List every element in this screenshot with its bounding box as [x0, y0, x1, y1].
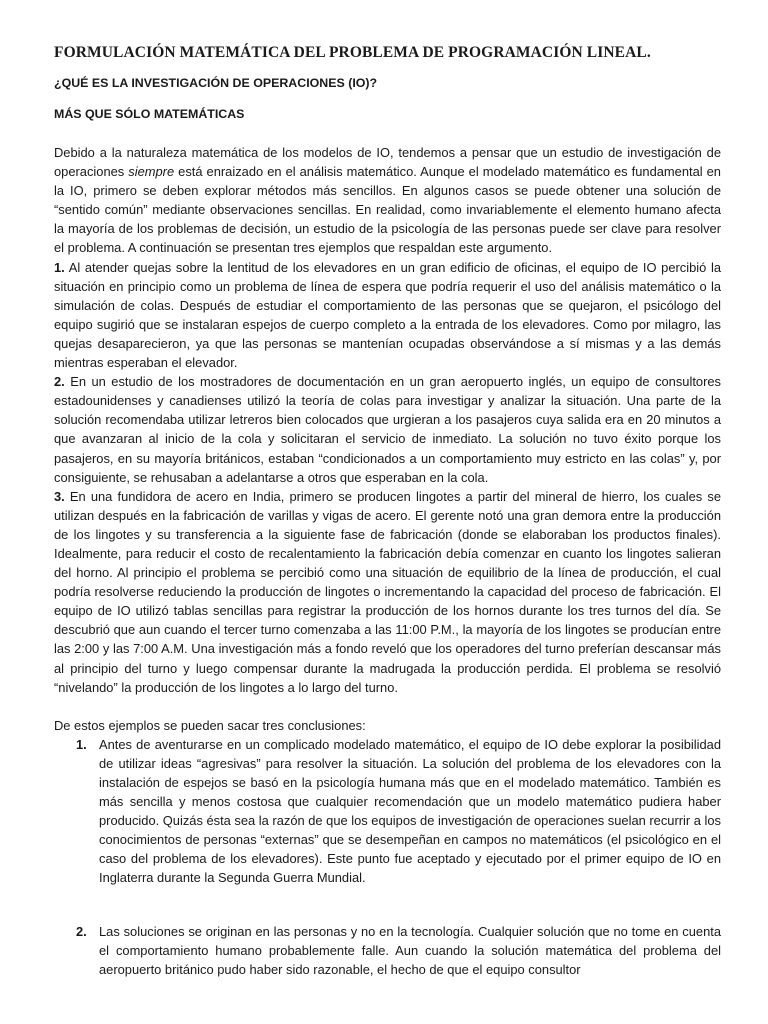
conclusion-2-number: 2.	[76, 923, 87, 939]
conclusion-1-text: Antes de aventurarse en un complicado modelado matemático, el equipo de IO debe explorar la posibilidad de utilizar ideas “agresivas” para resolver la situación. La solución del problema de los elevadores con la instalación de espejos se basó en la psicología humana más que en el modelado matemático. También es más sencilla y menos costosa que cualquier recomendación que un modelo matemático pudiera haber producido. Quizás ésta sea la razón de que los equipos de investigación de operaciones suelan recurrir a los conocimientos de personas “externas” que se desempeñan en campos no matemáticos (el psicológico en el caso del problema de los elevadores). Este punto fue aceptado y ejecutado por el primer equipo de IO en Inglaterra durante la Segunda Guerra Mundial.	[99, 736, 721, 886]
question-heading: ¿QUÉ ES LA INVESTIGACIÓN DE OPERACIONES (IO)?	[54, 76, 378, 90]
conclusions-intro: De estos ejemplos se pueden sacar tres conclusiones:	[54, 717, 366, 733]
example-2-text: En un estudio de los mostradores de documentación en un gran aeropuerto inglés, un equipo de consultores estadounidenses y canadienses utilizó la teoría de colas para investigar y analizar la situación. Una parte de la solución recomendaba utilizar letreros bien colocados que urgieran a los pasajeros cuya salida era en 20 minutos a que avanzaran al inicio de la cola y solicitaran el servicio de inmediato. La solución no tuvo éxito porque los pasajeros, en su mayoría británicos, estaban “condicionados a un comportamiento muy estricto en las colas” y, por consiguiente, se rehusaban a adelantarse a otros que esperaban en la cola.	[54, 374, 721, 485]
conclusion-item-2	[76, 922, 721, 979]
intro-text-2: está enraizado en el análisis matemático. Aunque el modelado matemático es fundamental en la IO, primero se deben explorar métodos más sencillos. En algunos casos se puede obtener una solución de “sentido común” mediante observaciones sencillas. En realidad, como invariablemente el elemento humano afecta la mayoría de los problemas de decisión, un estudio de la psicología de las personas puede ser clave para resolver el problema. A continuación se presentan tres ejemplos que respaldan este argumento.	[54, 164, 721, 256]
example-2	[54, 372, 721, 487]
intro-emphasis: siempre	[128, 164, 175, 180]
example-3-text: En una fundidora de acero en India, primero se producen lingotes a partir del mineral de hierro, los cuales se utilizan después en la fabricación de varillas y vigas de acero. El gerente notó una gran demora entre la producción de los lingotes y su transferencia a la siguiente fase de fabricación (donde se elaboraban los productos finales). Idealmente, para reducir el costo de recalentamiento la fabricación debía comenzar en cuanto los lingotes salieran del horno. Al principio el problema se percibió como una situación de equilibrio de la línea de producción, el cual podría resolverse reduciendo la producción de lingotes o incrementando la capacidad del proceso de fabricación. El equipo de IO utilizó tablas sencillas para registrar la producción de los hornos durante los tres turnos del día. Se descubrió que aun cuando el tercer turno comenzaba a las 11:00 P.M., la mayoría de los lingotes se producían entre las 2:00 y las 7:00 A.M. Una investigación más a fondo reveló que los operadores del turno preferían descansar más al principio del turno y luego compensar durante la madrugada la producción perdida. El problema se resolvió “nivelando” la producción de los lingotes a lo largo del turno.	[54, 488, 721, 695]
document-title: FORMULACIÓN MATEMÁTICA DEL PROBLEMA DE PROGRAMACIÓN LINEAL.	[54, 44, 651, 61]
intro-text-1: Debido a la naturaleza matemática de los modelos de IO, tendemos a pensar que un estudio de investigación de operaciones	[54, 145, 721, 180]
section-subheading: MÁS QUE SÓLO MATEMÁTICAS	[54, 107, 245, 121]
example-1-number: 1.	[54, 259, 65, 275]
example-3	[54, 487, 721, 697]
conclusion-2-text: Las soluciones se originan en las personas y no en la tecnología. Cualquier solución que no tome en cuenta el comportamiento humano probablemente falle. Aun cuando la solución matemática del problema del aeropuerto británico pudo haber sido razonable, el hecho de que el equipo consultor	[99, 923, 721, 977]
example-1	[54, 258, 721, 373]
example-3-number: 3.	[54, 488, 65, 504]
example-1-text: Al atender quejas sobre la lentitud de los elevadores en un gran edificio de oficinas, el equipo de IO percibió la situación en principio como un problema de línea de espera que podría requerir el uso del análisis matemático o la simulación de colas. Después de estudiar el comportamiento de las personas que se quejaron, el psicólogo del equipo sugirió que se instalaran espejos de cuerpo completo a la entrada de los elevadores. Como por milagro, las quejas desaparecieron, ya que las personas se mantenían ocupadas observándose a sí mismas y a las demás mientras esperaban el elevador.	[54, 259, 721, 371]
conclusion-1-number: 1.	[76, 736, 87, 752]
spacer	[54, 697, 721, 716]
conclusions-list	[54, 735, 721, 979]
intro-paragraph	[54, 143, 721, 258]
list-spacer	[76, 888, 721, 922]
conclusion-item-1	[76, 735, 721, 888]
example-2-number: 2.	[54, 374, 65, 390]
